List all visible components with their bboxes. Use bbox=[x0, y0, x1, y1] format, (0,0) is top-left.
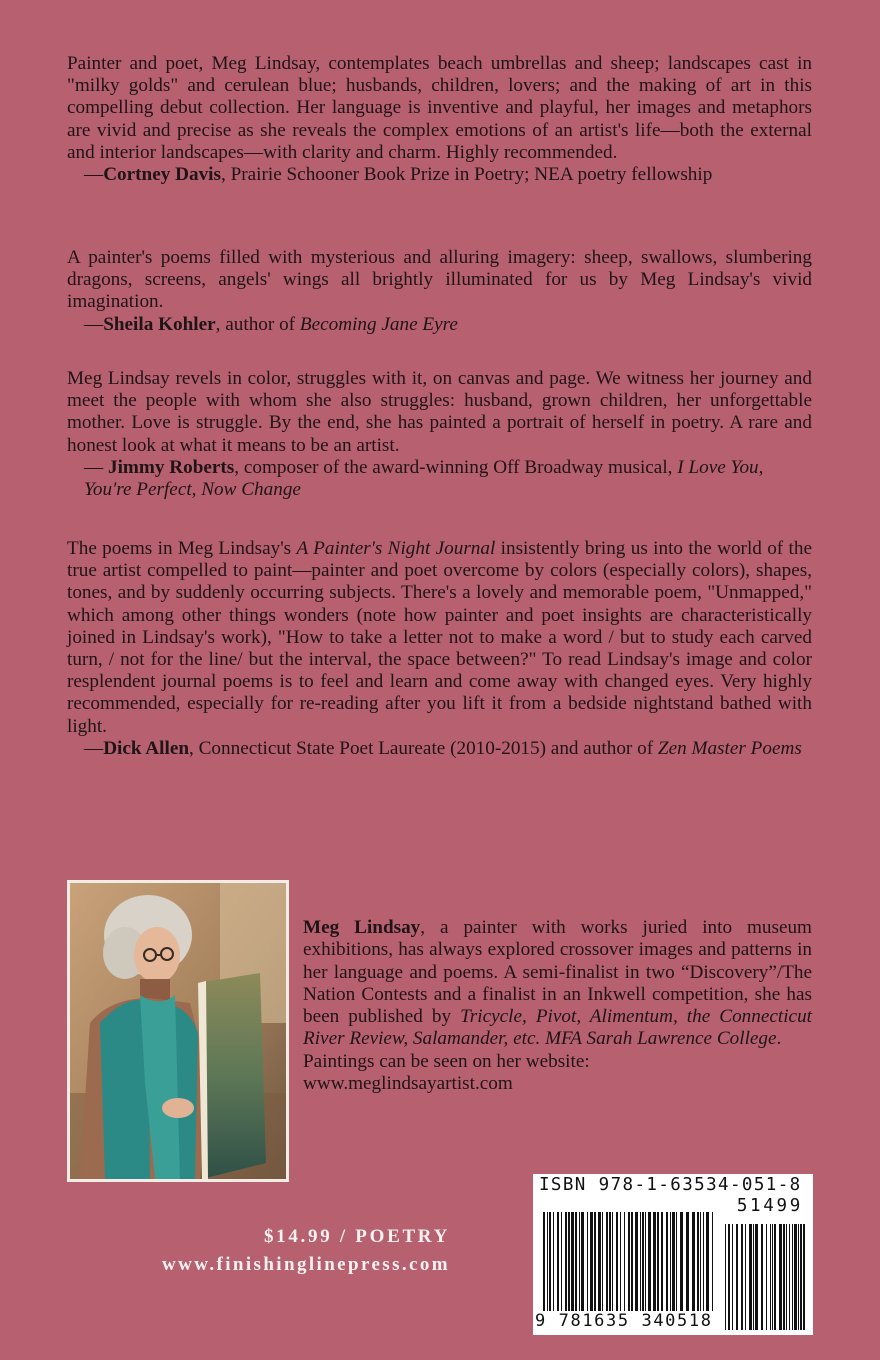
bio-website[interactable]: www.meglindsayartist.com bbox=[303, 1073, 513, 1095]
barcode-bar bbox=[736, 1224, 738, 1330]
blurb-attribution bbox=[67, 738, 812, 760]
attribution-dash: — bbox=[84, 164, 104, 186]
blurb-attribution bbox=[67, 457, 812, 501]
blurb-attribution bbox=[67, 314, 812, 336]
blurb-credit: , Prairie Schooner Book Prize in Poetry; NEA poetry fellowship bbox=[220, 164, 713, 186]
barcode-bar bbox=[755, 1224, 758, 1330]
blurb-text: Painter and poet, Meg Lindsay, contemplates beach umbrellas and sheep; landscapes cast in "milky golds" and cerulean blue; husbands, children, lovers; and the making of art in this compelling debut collection. Her language is inventive and playful, her images and metaphors are vivid and precise as she reveals the complex emotions of an artist's life—both the external and interior landscapes—with clarity and charm. Highly recommended. bbox=[67, 53, 812, 163]
barcode-bar bbox=[766, 1224, 767, 1330]
barcode-bar bbox=[798, 1224, 799, 1330]
blurb-credit: , composer of the award-winning Off Broadway musical, bbox=[234, 456, 678, 478]
blurb-author: Cortney Davis bbox=[103, 164, 221, 186]
barcode-bar bbox=[786, 1224, 787, 1330]
blurb-text: A painter's poems filled with mysterious and alluring imagery: sheep, swallows, slumbering dragons, screens, angels' wings all brightly illuminated for us by Meg Lindsay's vivid imagination. bbox=[67, 247, 812, 313]
barcode-bar bbox=[770, 1224, 771, 1330]
barcode-bar bbox=[792, 1224, 793, 1330]
barcode-bar bbox=[789, 1224, 790, 1330]
barcode-bar bbox=[774, 1224, 776, 1330]
author-photo-image bbox=[70, 883, 286, 1179]
attribution-dash: — bbox=[84, 737, 104, 759]
blurb-jimmy-roberts bbox=[67, 368, 812, 501]
attribution-dash: — bbox=[84, 456, 108, 478]
blurb-text-start: The poems in Meg Lindsay's bbox=[67, 538, 297, 559]
book-title-zen: Zen Master Poems bbox=[657, 737, 802, 759]
blurb-attribution bbox=[67, 164, 812, 186]
barcode-bar bbox=[779, 1224, 782, 1330]
barcode-bar bbox=[794, 1224, 797, 1330]
barcode-bar bbox=[725, 1224, 726, 1330]
price-genre: $14.99 / POETRY bbox=[263, 1226, 450, 1247]
attribution-dash: — bbox=[84, 313, 104, 335]
blurb-cortney-davis bbox=[67, 53, 812, 186]
price-code: 51499 bbox=[736, 1196, 803, 1216]
barcode-bar bbox=[761, 1224, 763, 1330]
blurb-credit: , Connecticut State Poet Laureate (2010-2015) and author of bbox=[189, 737, 658, 759]
barcode-bar bbox=[732, 1224, 733, 1330]
author-photo bbox=[67, 880, 289, 1182]
book-title: Becoming Jane Eyre bbox=[299, 313, 458, 335]
author-bio bbox=[303, 917, 812, 1095]
musical-title: I Love You, You're Perfect, Now Change bbox=[84, 456, 764, 501]
blurb-credit: , author of bbox=[215, 313, 300, 335]
blurb-author: Sheila Kohler bbox=[103, 313, 216, 335]
barcode-bar bbox=[772, 1224, 773, 1330]
blurb-author: Dick Allen bbox=[103, 737, 190, 759]
barcode-bar bbox=[749, 1224, 752, 1330]
bio-name: Meg Lindsay bbox=[303, 917, 421, 938]
barcode-bar bbox=[783, 1224, 785, 1330]
book-title: A Painter's Night Journal bbox=[296, 538, 496, 559]
barcode-bar bbox=[745, 1224, 746, 1330]
barcode-bar bbox=[741, 1224, 743, 1330]
blurb-text: Meg Lindsay revels in color, struggles with it, on canvas and page. We witness her journey and meet the people with whom she also struggles: husband, grown children, her unforgettable mother. Love is struggle. By the end, she has painted a portrait of herself in poetry. A rare and honest look at what it means to be an artist. bbox=[67, 368, 812, 456]
blurb-text: insistently bring us into the world of the true artist compelled to paint—painter and poet overcome by colors (especially colors), shapes, tones, and by suddenly occurring subjects. There's a lovely and memorable poem, "Unmapped," which among other things wonders (note how painter and poet insights are characteristically joined in Lindsay's work), "How to take a letter not to make a word / but to study each carved turn, / not for the line/ but the interval, the space between?" To read Lindsay's image and color resplendent journal poems is to feel and learn and come away with changed eyes. Very highly recommended, especially for re-reading after you lift it from a bedside nightstand bathed with light. bbox=[67, 538, 812, 737]
publisher-website[interactable]: www.finishinglinepress.com bbox=[162, 1254, 450, 1275]
barcode-bar bbox=[803, 1224, 805, 1330]
blurb-author: Jimmy Roberts bbox=[107, 456, 235, 478]
barcode-digits: 9 781635 340518 bbox=[533, 1311, 718, 1331]
isbn-label: ISBN 978-1-63534-051-8 bbox=[539, 1175, 802, 1195]
blurb-dick-allen bbox=[67, 538, 812, 760]
bio-publications: Tricycle, Pivot, Alimentum, the Connecticut River Review, Salamander, etc. MFA Sarah Lawrence College bbox=[303, 1006, 812, 1050]
barcode-bar bbox=[728, 1224, 730, 1330]
bio-text: , a painter with works juried into museum exhibitions, has always explored crossover images and patterns in her language and poems. A semi-finalist in two “Discovery”/The Nation Contests and a finalist in an Inkwell competition, she has been published by bbox=[303, 917, 812, 1028]
bio-website-line: Paintings can be seen on her website: bbox=[303, 1050, 590, 1072]
bio-period: . bbox=[776, 1028, 782, 1050]
isbn-barcode bbox=[533, 1174, 813, 1335]
barcode-bar bbox=[753, 1224, 754, 1330]
barcode-bar bbox=[800, 1224, 802, 1330]
blurb-sheila-kohler bbox=[67, 247, 812, 336]
